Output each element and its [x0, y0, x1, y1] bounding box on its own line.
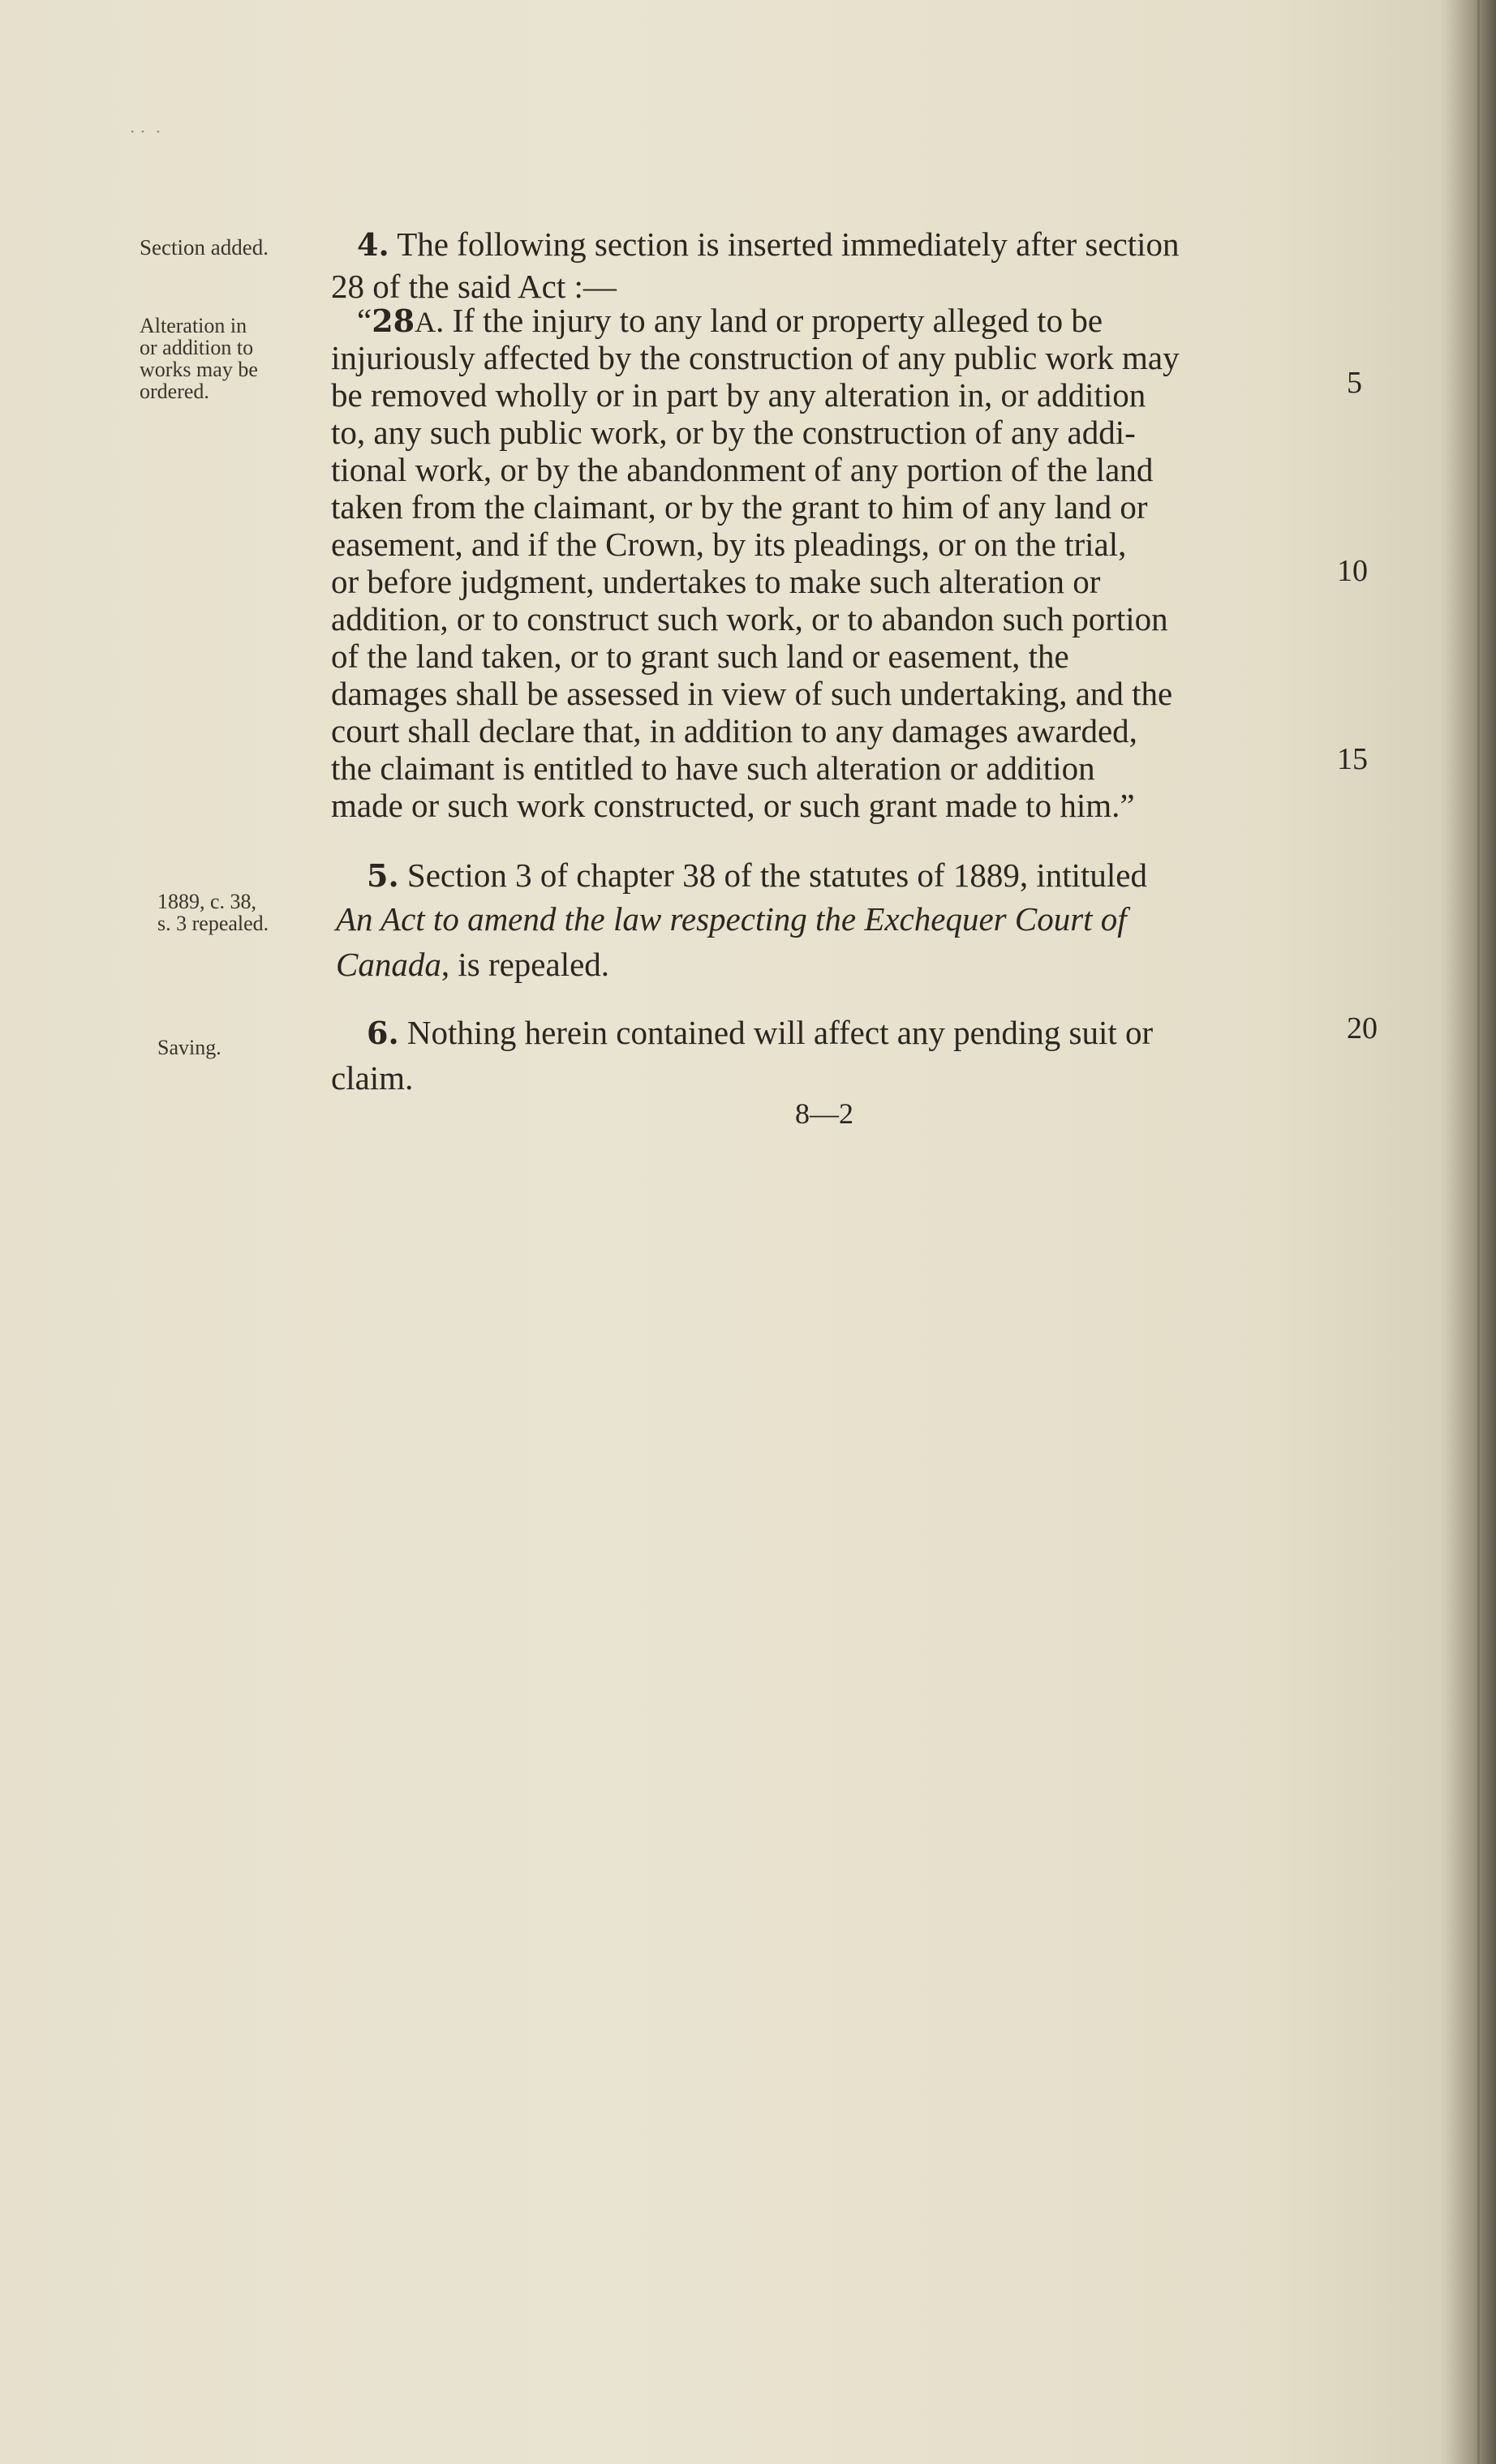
section-28a-line-9: addition, or to construct such work, or to abandon such portion [331, 600, 1168, 637]
margin-note-saving: Saving. [157, 1036, 221, 1059]
section-4-line-2: 28 of the said Act :— [331, 268, 617, 305]
section-28a-line-11: damages shall be assessed in view of such undertaking, and the [331, 675, 1173, 712]
section-28a-line-2: injuriously affected by the construction of any public work may [331, 339, 1180, 376]
section-4-line-1: 4. The following section is inserted immediately after section [357, 225, 1180, 263]
section-28a-line-10: of the land taken, or to grant such land or easement, the [331, 637, 1069, 675]
section-28a-line-3: be removed wholly or in part by any alteration in, or addition [331, 376, 1146, 414]
section-6-line-1: 6. Nothing herein contained will affect any pending suit or [367, 1014, 1154, 1051]
section-28a-line-4: to, any such public work, or by the construction of any addi- [331, 414, 1136, 451]
section-28a-line-7: easement, and if the Crown, by its pleadings, or on the trial, [331, 526, 1127, 563]
margin-note-1889-act: 1889, c. 38, s. 3 repealed. [157, 890, 269, 935]
section-28a-line-1: “28A. If the injury to any land or property alleged to be [357, 302, 1103, 339]
section-6-line-2: claim. [331, 1059, 414, 1097]
line-number-10: 10 [1337, 554, 1368, 588]
section-28a-line-6: taken from the claimant, or by the grant to him of any land or [331, 488, 1148, 526]
section-5-line-3: Canada, is repealed. [336, 946, 610, 983]
section-28a-line-5: tional work, or by the abandonment of any portion of the land [331, 451, 1154, 488]
section-28a-line-12: court shall declare that, in addition to any damages awarded, [331, 712, 1137, 749]
line-number-5: 5 [1347, 366, 1362, 400]
section-28a-line-14: made or such work constructed, or such grant made to him.” [331, 787, 1135, 824]
line-number-20: 20 [1347, 1011, 1378, 1045]
section-28a-line-13: the claimant is entitled to have such alteration or addition [331, 749, 1095, 787]
binding-gutter [1439, 0, 1496, 2464]
margin-note-alteration: Alteration in or addition to works may be ordered. [140, 314, 258, 403]
margin-note-section-added: Section added. [140, 235, 269, 260]
signature-mark: 8—2 [795, 1097, 853, 1130]
section-5-line-2: An Act to amend the law respecting the Exchequer Court of [336, 900, 1127, 938]
section-28a-line-8: or before judgment, undertakes to make such alteration or [331, 563, 1101, 600]
section-5-line-1: 5. Section 3 of chapter 38 of the statutes of 1889, intituled [367, 856, 1147, 894]
paper-specks: · · · [130, 122, 161, 141]
line-number-15: 15 [1337, 742, 1368, 776]
binding-edge [1477, 0, 1480, 2464]
